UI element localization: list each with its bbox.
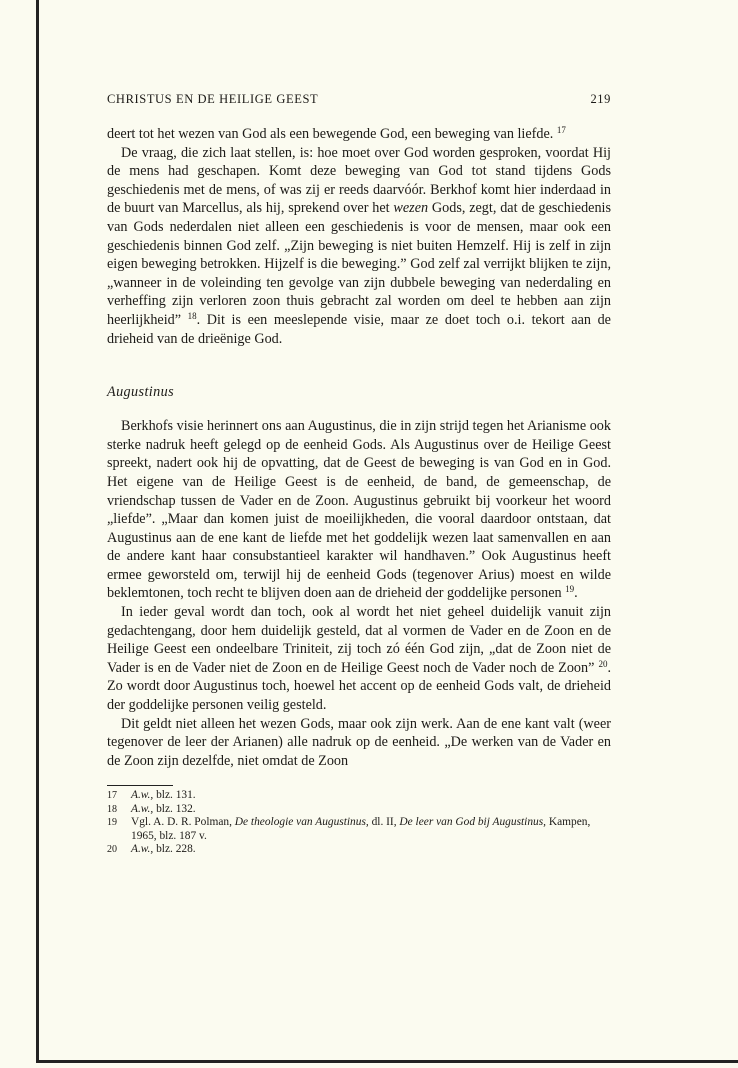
italic-text: A.w., (131, 789, 154, 802)
text-run: In ieder geval wordt dan toch, ook al wordt het niet geheel duidelijk vanuit zijn gedachtengang, door hem duidelijk gesteld, dat al vormen de Vader en de Zoon en de Heilige Geest een ondeelbare Triniteit, zij toch zó één God zijn, „dat de Zoon niet de Vader is en de Vader niet de Zoon en de Heilige Geest noch de Vader noch de Zoon” (107, 604, 611, 676)
text-run: blz. 131. (153, 789, 196, 802)
text-run: blz. 132. (153, 802, 196, 815)
text-run: deert tot het wezen van God als een bewegende God, een beweging van liefde. (107, 126, 557, 142)
paragraph (107, 417, 611, 603)
footnote-number: 17 (107, 790, 117, 802)
text-run: . (574, 585, 578, 602)
text-run: dl. II, (368, 816, 400, 829)
italic-text: A.w., (131, 843, 154, 856)
footnote-text (131, 843, 611, 856)
footnote-reference: 18 (187, 310, 197, 321)
paragraph (107, 144, 611, 349)
italic-text: A.w., (131, 802, 154, 815)
footnote (107, 843, 611, 856)
section-heading: Augustinus (107, 384, 175, 401)
scan-left-edge (36, 0, 39, 1062)
italic-text: De theologie van Augustinus, (234, 816, 369, 829)
paragraph (107, 715, 611, 771)
paragraph (107, 603, 611, 715)
footnote (107, 803, 611, 816)
body-text (107, 125, 611, 770)
running-head (107, 92, 611, 110)
italic-text: De leer van God bij Augustinus, (399, 816, 547, 829)
text-run: Kampen, 1965, blz. 187 v. (131, 816, 591, 842)
footnote-number: 19 (107, 817, 117, 829)
text-run: Vgl. A. D. R. Polman, (131, 816, 235, 829)
footnote-number: 20 (107, 844, 117, 856)
italic-text: wezen (393, 200, 429, 217)
footnote (107, 816, 611, 843)
book-page (107, 92, 611, 856)
scan-bottom-edge (36, 1060, 738, 1063)
footnote-reference: 20 (598, 658, 608, 669)
footnote-text (131, 816, 611, 843)
footnotes (107, 789, 611, 856)
text-run: Dit geldt niet alleen het wezen Gods, maar ook zijn werk. Aan de ene kant valt (weer tegenover de leer der Arianen) alle nadruk op de eenheid. „De werken van de Vader en de Zoon zijn dezelfde, niet omdat de Zoon (107, 715, 611, 769)
footnote-number: 18 (107, 803, 117, 815)
footnote-text (131, 789, 611, 802)
text-run: De vraag, die zich laat stellen, is: hoe moet over God worden gesproken, voordat Hij de mens had geschapen. Komt deze beweging van God tot stand tijdens Gods geschiedenis met de mens, of was zij er reeds daarvóór. Berkhof komt hier inderdaad in de buurt van Marcellus, als hij, sprekend over het (107, 144, 611, 217)
text-run: blz. 228. (153, 843, 196, 856)
footnote (107, 789, 611, 802)
text-run: Berkhofs visie herinnert ons aan Augustinus, die in zijn strijd tegen het Arianisme ook sterke nadruk heeft gelegd op de eenheid Gods. Als Augustinus over de Heilige Geest spreekt, nadert ook hij de opvatting, dat de Geest de beweging is van God en in God. Het eigene van de Heilige Geest is de eenheid, de band, de gemeenschap, de vriendschap tussen de Vader en de Zoon. Augustinus gebruikt bij voorkeur het woord „liefde”. „Maar dan komen juist de moeilijkheden, die vooral daardoor ontstaan, dat Augustinus aan de ene kant de liefde met het goddelijk wezen laat samenvallen en aan de andere kant haar consubstantieel karakter wil handhaven.” Ook Augustinus heeft ermee geworsteld om, terwijl hij de eenheid Gods (tegenover Arius) moest en wilde beklemtonen, toch recht te blijven doen aan de drieheid der goddelijke personen (107, 418, 611, 602)
footnote-rule (107, 785, 173, 786)
page-number: 219 (590, 92, 611, 106)
footnote-reference: 19 (565, 584, 575, 595)
paragraph (107, 125, 611, 144)
text-run: . Dit is een meeslepende visie, maar ze doet toch o.i. tekort aan de drieheid van de drieënige God. (107, 311, 611, 347)
text-run: . Zo wordt door Augustinus toch, hoewel het accent op de eenheid Gods valt, de drieheid der goddelijke personen veilig gesteld. (107, 659, 611, 714)
footnote-text (131, 803, 611, 816)
text-run: Gods, zegt, dat de geschiedenis van Gods nederdalen niet alleen een geschiedenis is voor de mensen, maar ook een geschiedenis binnen God zelf. „Zijn beweging is niet buiten Hemzelf. Hij is zelf in zijn eigen beweging betrokken. Hijzelf is die beweging.” God zelf zal verrijkt blijken te zijn, „wanneer in de voleinding ten gevolge van zijn dubbele beweging van nederdaling en verheffing zijn verloren zoon thuis gebracht zal worden om deel te hebben aan zijn heerlijkheid” (107, 200, 612, 328)
running-head-title: CHRISTUS EN DE HEILIGE GEEST (107, 92, 319, 106)
footnote-reference: 17 (556, 125, 566, 135)
